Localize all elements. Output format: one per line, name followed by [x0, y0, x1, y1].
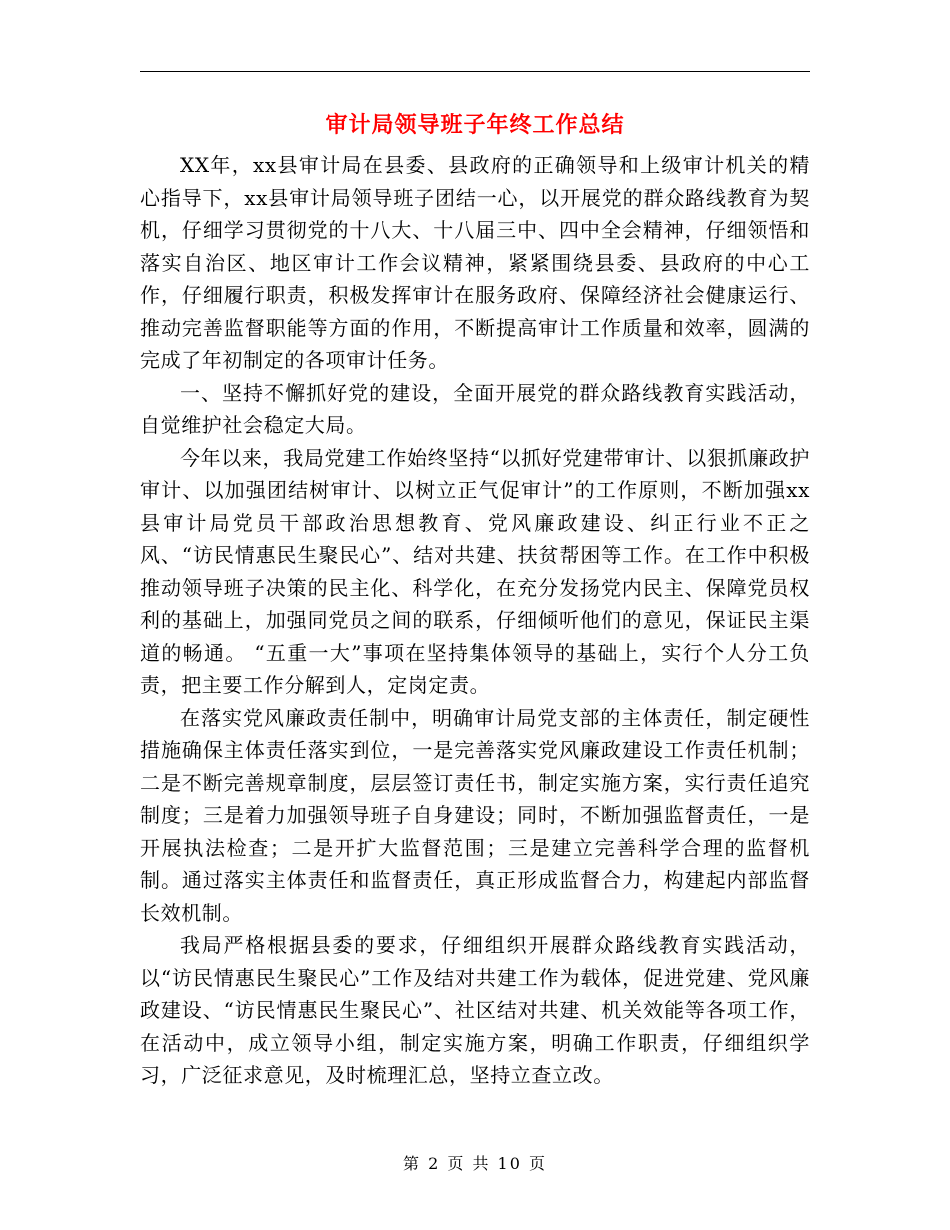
section-heading: 一、坚持不懈抓好党的建设，全面开展党的群众路线教育实践活动，自觉维护社会稳定大局。 [140, 380, 810, 437]
paragraph: XX年，xx县审计局在县委、县政府的正确领导和上级审计机关的精心指导下，xx县审计局领导班子团结一心，以开展党的群众路线教育为契机，仔细学习贯彻党的十八大、十八届三中、四中全会精神，仔细领悟和落实自治区、地区审计工作会议精神，紧紧围绕县委、县政府的中心工作，仔细履行职责，积极发挥审计在服务政府、保障经济社会健康运行、推动完善监督职能等方面的作用，不断提高审计工作质量和效率，圆满的完成了年初制定的各项审计任务。 [140, 153, 810, 372]
paragraph: 今年以来，我局党建工作始终坚持“以抓好党建带审计、以狠抓廉政护审计、以加强团结树审计、以树立正气促审计”的工作原则，不断加强xx县审计局党员干部政治思想教育、党风廉政建设、纠正行业不正之风、“访民情惠民生聚民心”、结对共建、扶贫帮困等工作。在工作中积极推动领导班子决策的民主化、科学化，在充分发扬党内民主、保障党员权利的基础上，加强同党员之间的联系，仔细倾听他们的意见，保证民主渠道的畅通。 “五重一大”事项在坚持集体领导的基础上，实行个人分工负责，把主要工作分解到人，定岗定责。 [140, 445, 810, 697]
header-rule [140, 71, 810, 72]
page-number: 第 2 页 共 10 页 [403, 1154, 547, 1173]
document-title: 审计局领导班子年终工作总结 [325, 113, 625, 138]
paragraph: 我局严格根据县委的要求，仔细组织开展群众路线教育实践活动，以“访民情惠民生聚民心”工作及结对共建工作为载体，促进党建、党风廉政建设、“访民情惠民生聚民心”、社区结对共建、机关效能等各项工作，在活动中，成立领导小组，制定实施方案，明确工作职责，仔细组织学习，广泛征求意见，及时梳理汇总，坚持立查立改。 [140, 933, 810, 1087]
paragraph: 在落实党风廉政责任制中，明确审计局党支部的主体责任，制定硬性措施确保主体责任落实到位，一是完善落实党风廉政建设工作责任机制；二是不断完善规章制度，层层签订责任书，制定实施方案，实行责任追究制度；三是着力加强领导班子自身建设；同时，不断加强监督责任，一是开展执法检查；二是开扩大监督范围；三是建立完善科学合理的监督机制。通过落实主体责任和监督责任，真正形成监督合力，构建起内部监督长效机制。 [140, 705, 810, 925]
document-body [140, 149, 810, 1092]
